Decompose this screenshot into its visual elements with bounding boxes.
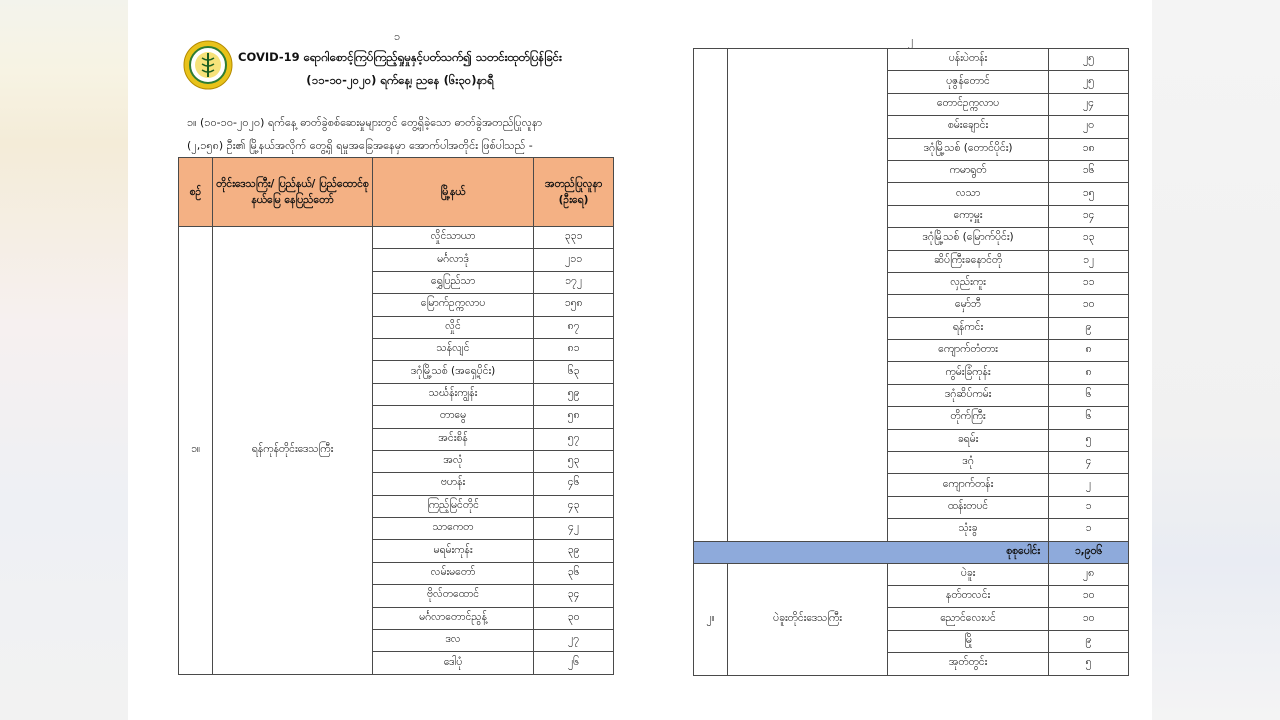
township-cell: ဒဂုံမြို့သစ် (အရှေ့ပိုင်း) [373, 361, 534, 383]
table-row [694, 563, 1129, 585]
table-header-row [179, 158, 614, 227]
case-count-cell: ၁၅၈ [534, 294, 614, 316]
township-cell: သန်လျင် [373, 338, 534, 360]
township-cell: ဒဂုံမြို့သစ် (တောင်ပိုင်း) [888, 138, 1049, 160]
case-count-cell: ၈၁ [534, 338, 614, 360]
case-count-cell: ၂၅ [1049, 49, 1129, 71]
intro-line-2: (၂,၁၅၈) ဦး၏ မြို့နယ်အလိုက် တွေ့ရှိ ရမှုအခြေအနေမှာ အောက်ပါအတိုင်း ဖြစ်ပါသည် - [187, 139, 533, 152]
case-count-cell: ၃၀ [534, 607, 614, 629]
region-number-cell [694, 49, 728, 542]
case-count-cell: ၄ [1049, 452, 1129, 474]
township-cell: သင်္ဃန်းကျွန်း [373, 383, 534, 405]
township-cell: လမ်းမတော် [373, 562, 534, 584]
case-count-cell: ၁၄ [1049, 205, 1129, 227]
document-subtitle: (၁၁-၁၀-၂၀၂၀) ရက်နေ့၊ ညနေ (၆း၃၀)နာရီ [306, 73, 494, 87]
township-cell: ဗိုလ်တထောင် [373, 585, 534, 607]
township-cell: ပုဇွန်တောင် [888, 71, 1049, 93]
township-cell: ခရမ်း [888, 429, 1049, 451]
case-count-cell: ၃၉ [534, 540, 614, 562]
region-name-cell: ရန်ကုန်တိုင်းဒေသကြီး [213, 227, 373, 675]
ministry-of-health-seal-icon [183, 40, 233, 90]
case-count-cell: ၄၂ [534, 518, 614, 540]
case-count-cell: ၁ [1049, 496, 1129, 518]
case-count-cell: ၂၆ [534, 652, 614, 674]
case-count-cell: ၆ [1049, 407, 1129, 429]
case-count-cell: ၁၂ [1049, 250, 1129, 272]
case-count-cell: ၁၆ [1049, 160, 1129, 182]
township-cell: ပန်းပဲတန်း [888, 49, 1049, 71]
township-cell: ဆိပ်ကြီးခနောင်တို [888, 250, 1049, 272]
case-count-cell: ၂၄ [1049, 93, 1129, 115]
township-cell: လသာ [888, 183, 1049, 205]
township-cell: ဒေါပုံ [373, 652, 534, 674]
township-cell: ထန်းတပင် [888, 496, 1049, 518]
document-title: COVID-19 ရောဂါစောင့်ကြပ်ကြည့်ရှုမှုနှင့်ပတ်သက်၍ သတင်းထုတ်ပြန်ခြင်း [238, 50, 562, 64]
township-cell: ပဲခူး [888, 563, 1049, 585]
township-cell: ရန်ကင်း [888, 317, 1049, 339]
township-cell: မြို [888, 630, 1049, 652]
case-count-cell: ၈၇ [534, 316, 614, 338]
township-cell: သုံးခွ [888, 519, 1049, 541]
township-cell: ဗဟန်း [373, 473, 534, 495]
blurred-background-left [0, 0, 128, 720]
region-name-cell: ပဲခူးတိုင်းဒေသကြီး [728, 563, 888, 675]
header-township: မြို့နယ် [373, 158, 534, 227]
case-count-cell: ၅၇ [534, 428, 614, 450]
township-cell: လှည်းကူး [888, 272, 1049, 294]
case-count-cell: ၈ [1049, 340, 1129, 362]
township-cell: မရမ်းကုန်း [373, 540, 534, 562]
case-count-cell: ၂၁၁ [534, 249, 614, 271]
township-cell: တိုက်ကြီး [888, 407, 1049, 429]
township-cell: ကမာရွတ် [888, 160, 1049, 182]
township-cell: ဒဂုံ [888, 452, 1049, 474]
case-count-cell: ၅၉ [534, 383, 614, 405]
case-count-cell: ၅၈ [534, 406, 614, 428]
case-count-cell: ၅ [1049, 429, 1129, 451]
region-number-cell: ၂။ [694, 563, 728, 675]
case-count-cell: ၉ [1049, 317, 1129, 339]
case-count-cell: ၁ [1049, 519, 1129, 541]
region-number-cell: ၁။ [179, 227, 213, 675]
township-cell: မင်္ဂလာဒုံ [373, 249, 534, 271]
header-count: အတည်ပြုလူနာ (ဦးရေ) [534, 158, 614, 227]
case-count-cell: ၄၆ [534, 473, 614, 495]
table-row [694, 49, 1129, 71]
township-cell: ကြည့်မြင်တိုင် [373, 495, 534, 517]
township-cell: မြောက်ဥက္ကလာပ [373, 294, 534, 316]
case-count-cell: ၁၀ [1049, 608, 1129, 630]
township-cell: အင်းစိန် [373, 428, 534, 450]
township-cell: အုတ်တွင်း [888, 653, 1049, 675]
township-cell: ဒဂုံဆိပ်ကမ်း [888, 384, 1049, 406]
page-number-left: ၁ [394, 30, 401, 43]
case-count-cell: ၈ [1049, 362, 1129, 384]
case-count-cell: ၂၈ [1049, 563, 1129, 585]
case-count-cell: ၃၆ [534, 562, 614, 584]
township-cell: ရွှေပြည်သာ [373, 271, 534, 293]
cases-table-page2 [693, 48, 1129, 676]
case-count-cell: ၁၀ [1049, 585, 1129, 607]
region-name-cell [728, 49, 888, 542]
table-row [179, 227, 614, 249]
township-cell: ကျောက်တန်း [888, 474, 1049, 496]
township-cell: ကျောက်တံတား [888, 340, 1049, 362]
case-count-cell: ၂၀ [1049, 116, 1129, 138]
case-count-cell: ၁၅ [1049, 183, 1129, 205]
blurred-background-right [1152, 0, 1280, 720]
case-count-cell: ၁၀ [1049, 295, 1129, 317]
total-value: ၁,၉၀၆ [1049, 541, 1129, 563]
township-cell: လှိုင်သာယာ [373, 227, 534, 249]
township-cell: အလုံ [373, 450, 534, 472]
case-count-cell: ၆၃ [534, 361, 614, 383]
case-count-cell: ၉ [1049, 630, 1129, 652]
township-cell: ဒလ [373, 630, 534, 652]
township-cell: စမ်းချောင်း [888, 116, 1049, 138]
case-count-cell: ၂ [1049, 474, 1129, 496]
header-region: တိုင်းဒေသကြီး/ ပြည်နယ်/ ပြည်ထောင်စုနယ်မြေ နေပြည်တော် [213, 158, 373, 227]
total-label: စုစုပေါင်း [694, 541, 1049, 563]
township-cell: ကော့မှူး [888, 205, 1049, 227]
case-count-cell: ၅ [1049, 653, 1129, 675]
intro-line-1: ၁။ (၁၀-၁၀-၂၀၂၀) ရက်နေ့ ဓာတ်ခွဲစစ်ဆေးမှုများတွင် တွေ့ရှိခဲ့သော ဓာတ်ခွဲအတည်ပြုလူနာ [187, 116, 543, 129]
case-count-cell: ၅၃ [534, 450, 614, 472]
cases-table-page1 [178, 157, 614, 675]
township-cell: မင်္ဂလာတောင်ညွန့် [373, 607, 534, 629]
township-cell: နတ်တလင်း [888, 585, 1049, 607]
page-number-right: ၂ [908, 34, 914, 47]
township-cell: မှော်ဘီ [888, 295, 1049, 317]
case-count-cell: ၁၁ [1049, 272, 1129, 294]
township-cell: ညောင်လေးပင် [888, 608, 1049, 630]
township-cell: ဒဂုံမြို့သစ် (မြောက်ပိုင်း) [888, 228, 1049, 250]
township-cell: တောင်ဥက္ကလာပ [888, 93, 1049, 115]
total-row [694, 541, 1129, 563]
case-count-cell: ၆ [1049, 384, 1129, 406]
case-count-cell: ၂၇ [534, 630, 614, 652]
case-count-cell: ၃၄ [534, 585, 614, 607]
township-cell: ကွမ်းခြံကုန်း [888, 362, 1049, 384]
case-count-cell: ၄၃ [534, 495, 614, 517]
township-cell: သာကေတ [373, 518, 534, 540]
case-count-cell: ၁၇၂ [534, 271, 614, 293]
township-cell: တာမွေ [373, 406, 534, 428]
case-count-cell: ၃၃၁ [534, 227, 614, 249]
header-no: စဉ် [179, 158, 213, 227]
township-cell: လှိုင် [373, 316, 534, 338]
case-count-cell: ၁၃ [1049, 228, 1129, 250]
case-count-cell: ၂၅ [1049, 71, 1129, 93]
case-count-cell: ၁၈ [1049, 138, 1129, 160]
